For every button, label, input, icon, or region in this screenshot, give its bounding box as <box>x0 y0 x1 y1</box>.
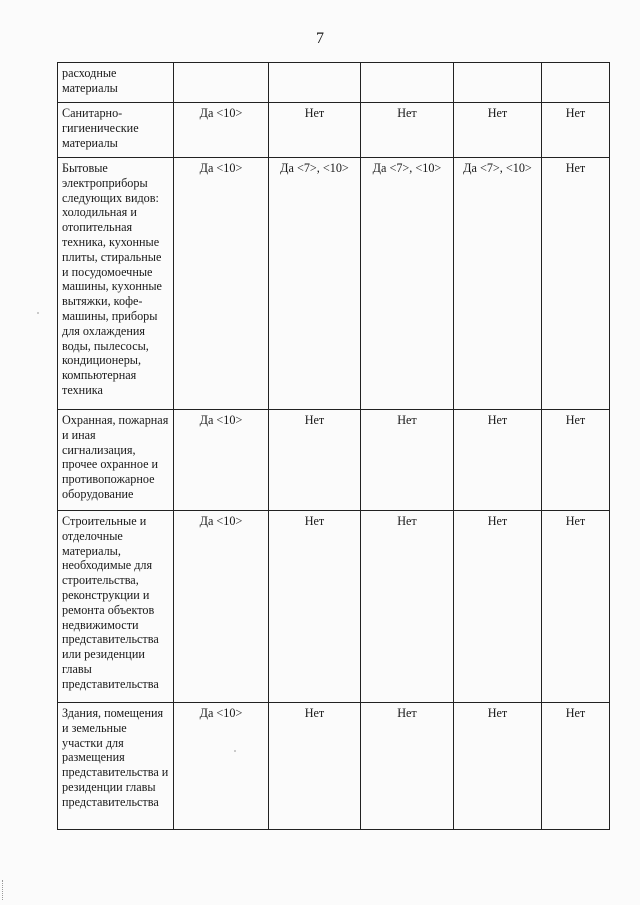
cell-value: Нет <box>361 410 454 511</box>
cell-value: Да <10> <box>174 158 269 410</box>
cell-value: Да <10> <box>174 511 269 703</box>
cell-value <box>361 63 454 103</box>
cell-value: Да <7>, <10> <box>269 158 361 410</box>
scan-margin-mark <box>2 880 5 900</box>
row-label: Здания, помещения и земельные участки для размещения представительства и резиденции главы представительства <box>58 703 174 830</box>
table-row <box>58 103 610 158</box>
cell-value <box>542 63 610 103</box>
scan-speck <box>234 750 236 752</box>
row-label: Санитарно-гигиенические материалы <box>58 103 174 158</box>
cell-value: Нет <box>542 158 610 410</box>
cell-value: Нет <box>361 103 454 158</box>
cell-value: Нет <box>269 103 361 158</box>
page-number: 7 <box>316 30 324 47</box>
cell-value: Нет <box>542 410 610 511</box>
row-label: расходные материалы <box>58 63 174 103</box>
cell-value <box>269 63 361 103</box>
cell-value: Нет <box>454 511 542 703</box>
cell-value: Нет <box>361 703 454 830</box>
row-label: Бытовые электроприборы следующих видов: холодильная и отопительная техника, кухонные плиты, стиральные и посудомоечные машины, кухонные вытяжки, кофе-машины, приборы для охлаждения воды, пылесосы, кондиционеры, компьютерная техника <box>58 158 174 410</box>
table-row <box>58 63 610 103</box>
table-row <box>58 511 610 703</box>
cell-value: Нет <box>454 103 542 158</box>
scan-speck <box>37 312 39 314</box>
cell-value: Нет <box>542 103 610 158</box>
cell-value: Да <7>, <10> <box>361 158 454 410</box>
cell-value <box>454 63 542 103</box>
cell-value: Нет <box>269 703 361 830</box>
row-label: Охранная, пожарная и иная сигнализация, прочее охранное и противопожарное оборудование <box>58 410 174 511</box>
table-row <box>58 158 610 410</box>
cell-value: Нет <box>454 703 542 830</box>
cell-value: Да <10> <box>174 103 269 158</box>
cell-value: Да <7>, <10> <box>454 158 542 410</box>
table-row <box>58 703 610 830</box>
cell-value: Нет <box>361 511 454 703</box>
cell-value: Нет <box>269 410 361 511</box>
cell-value: Да <10> <box>174 410 269 511</box>
cell-value: Нет <box>542 511 610 703</box>
rules-table <box>57 62 610 830</box>
cell-value <box>174 63 269 103</box>
cell-value: Нет <box>542 703 610 830</box>
table-row <box>58 410 610 511</box>
cell-value: Нет <box>454 410 542 511</box>
cell-value: Нет <box>269 511 361 703</box>
cell-value: Да <10> <box>174 703 269 830</box>
row-label: Строительные и отделочные материалы, необходимые для строительства, реконструкции и ремонта объектов недвижимости представительства или резиденции главы представительства <box>58 511 174 703</box>
